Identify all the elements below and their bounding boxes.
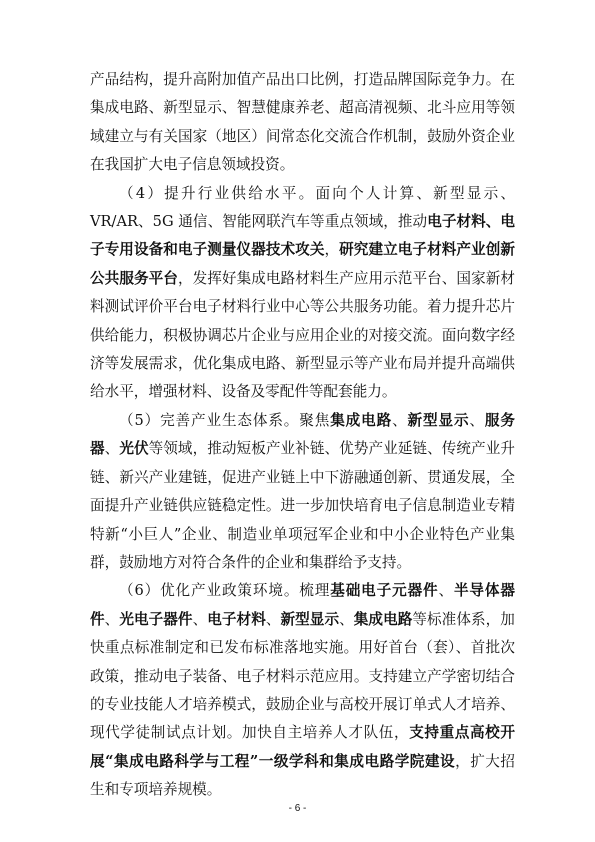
bold-text-segment: 研究建立电子材料产业创新公共服务平台 xyxy=(90,241,515,287)
text-segment: 等领域，推动短板产业补链、优势产业延链、传统产业升链、新兴产业建链，促进产业链上中下游融通创新、贯通发展，全面提升产业链供应链稳定性。进一步加快培育电子信息制造业专精特新“小巨人”企业、制造业单项冠军企业和中小企业特色产业集群，鼓励地方对符合条件的企业和集群给予支持。 xyxy=(90,440,515,571)
text-segment: （4）提升行业供给水平。面向个人计算、新型显示、VR/AR、5G 通信、智能网联汽车等重点领域，推动 xyxy=(90,184,515,231)
paragraph xyxy=(90,577,515,804)
bold-text-segment: 新型显示 xyxy=(280,610,340,628)
bold-text-segment: 基础电子元器件 xyxy=(330,582,439,600)
text-segment: 、 xyxy=(192,610,208,628)
bold-text-segment: 电子材料、电子专用设备和电子测量仪器技术攻关 xyxy=(90,213,515,259)
bold-text-segment: 电子材料 xyxy=(207,610,266,628)
text-segment: （6）优化产业政策环境。梳理 xyxy=(119,582,331,600)
bold-text-segment: 光电子器件 xyxy=(119,610,193,628)
bold-text-segment: 集成电路 xyxy=(330,411,393,429)
paragraph xyxy=(90,66,515,180)
text-segment: ， xyxy=(324,241,340,259)
bold-text-segment: 半导体器件 xyxy=(90,582,515,628)
text-segment: 等标准体系，加快重点标准制定和已发布标准落地实施。用好首台（套）、首批次政策，推动电子装备、电子材料示范应用。支持建立产学密切结合的专业技能人才培养模式，鼓励企业与高校开展订单式人才培养、现代学徒制试点计划。加快自主培养人才队伍， xyxy=(90,610,515,742)
text-segment: 、 xyxy=(104,440,120,458)
paragraph xyxy=(90,407,515,577)
text-segment: 、 xyxy=(392,411,408,429)
bold-text-segment: 支持重点高校开展“集成电路科学与工程”一级学科和集成电路学院建设 xyxy=(90,724,515,770)
text-segment: ，发挥好集成电路材料生产应用示范平台、国家新材料测试评价平台电子材料行业中心等公共服务功能。着力提升芯片供给能力，积极协调芯片企业与应用企业的对接交流。面向数字经济等发展需求，优化集成电路、新型显示等产业布局并提升高端供给水平，增强材料、设备及零配件等配套能力。 xyxy=(90,269,515,401)
text-segment: 、 xyxy=(265,610,281,628)
text-segment: 、 xyxy=(339,610,354,628)
paragraph xyxy=(90,180,515,407)
body-text xyxy=(90,66,515,805)
bold-text-segment: 光伏 xyxy=(119,440,149,458)
text-segment: （5）完善产业生态体系。聚焦 xyxy=(119,411,331,429)
text-segment: ，扩大招生和专项培养规模。 xyxy=(90,752,515,799)
page-number: - 6 - xyxy=(288,803,307,814)
text-segment: 、 xyxy=(104,610,120,628)
text-segment: 、 xyxy=(438,582,454,600)
bold-text-segment: 服务器 xyxy=(90,411,515,458)
bold-text-segment: 集成电路 xyxy=(353,610,413,628)
text-segment: 产品结构，提升高附加值产品出口比例，打造品牌国际竞争力。在集成电路、新型显示、智慧健康养老、超高清视频、北斗应用等领域建立与有关国家（地区）间常态化交流合作机制，鼓励外资企业在我国扩大电子信息领域投资。 xyxy=(90,71,515,174)
text-segment: 、 xyxy=(469,411,485,429)
bold-text-segment: 新型显示 xyxy=(407,411,470,429)
